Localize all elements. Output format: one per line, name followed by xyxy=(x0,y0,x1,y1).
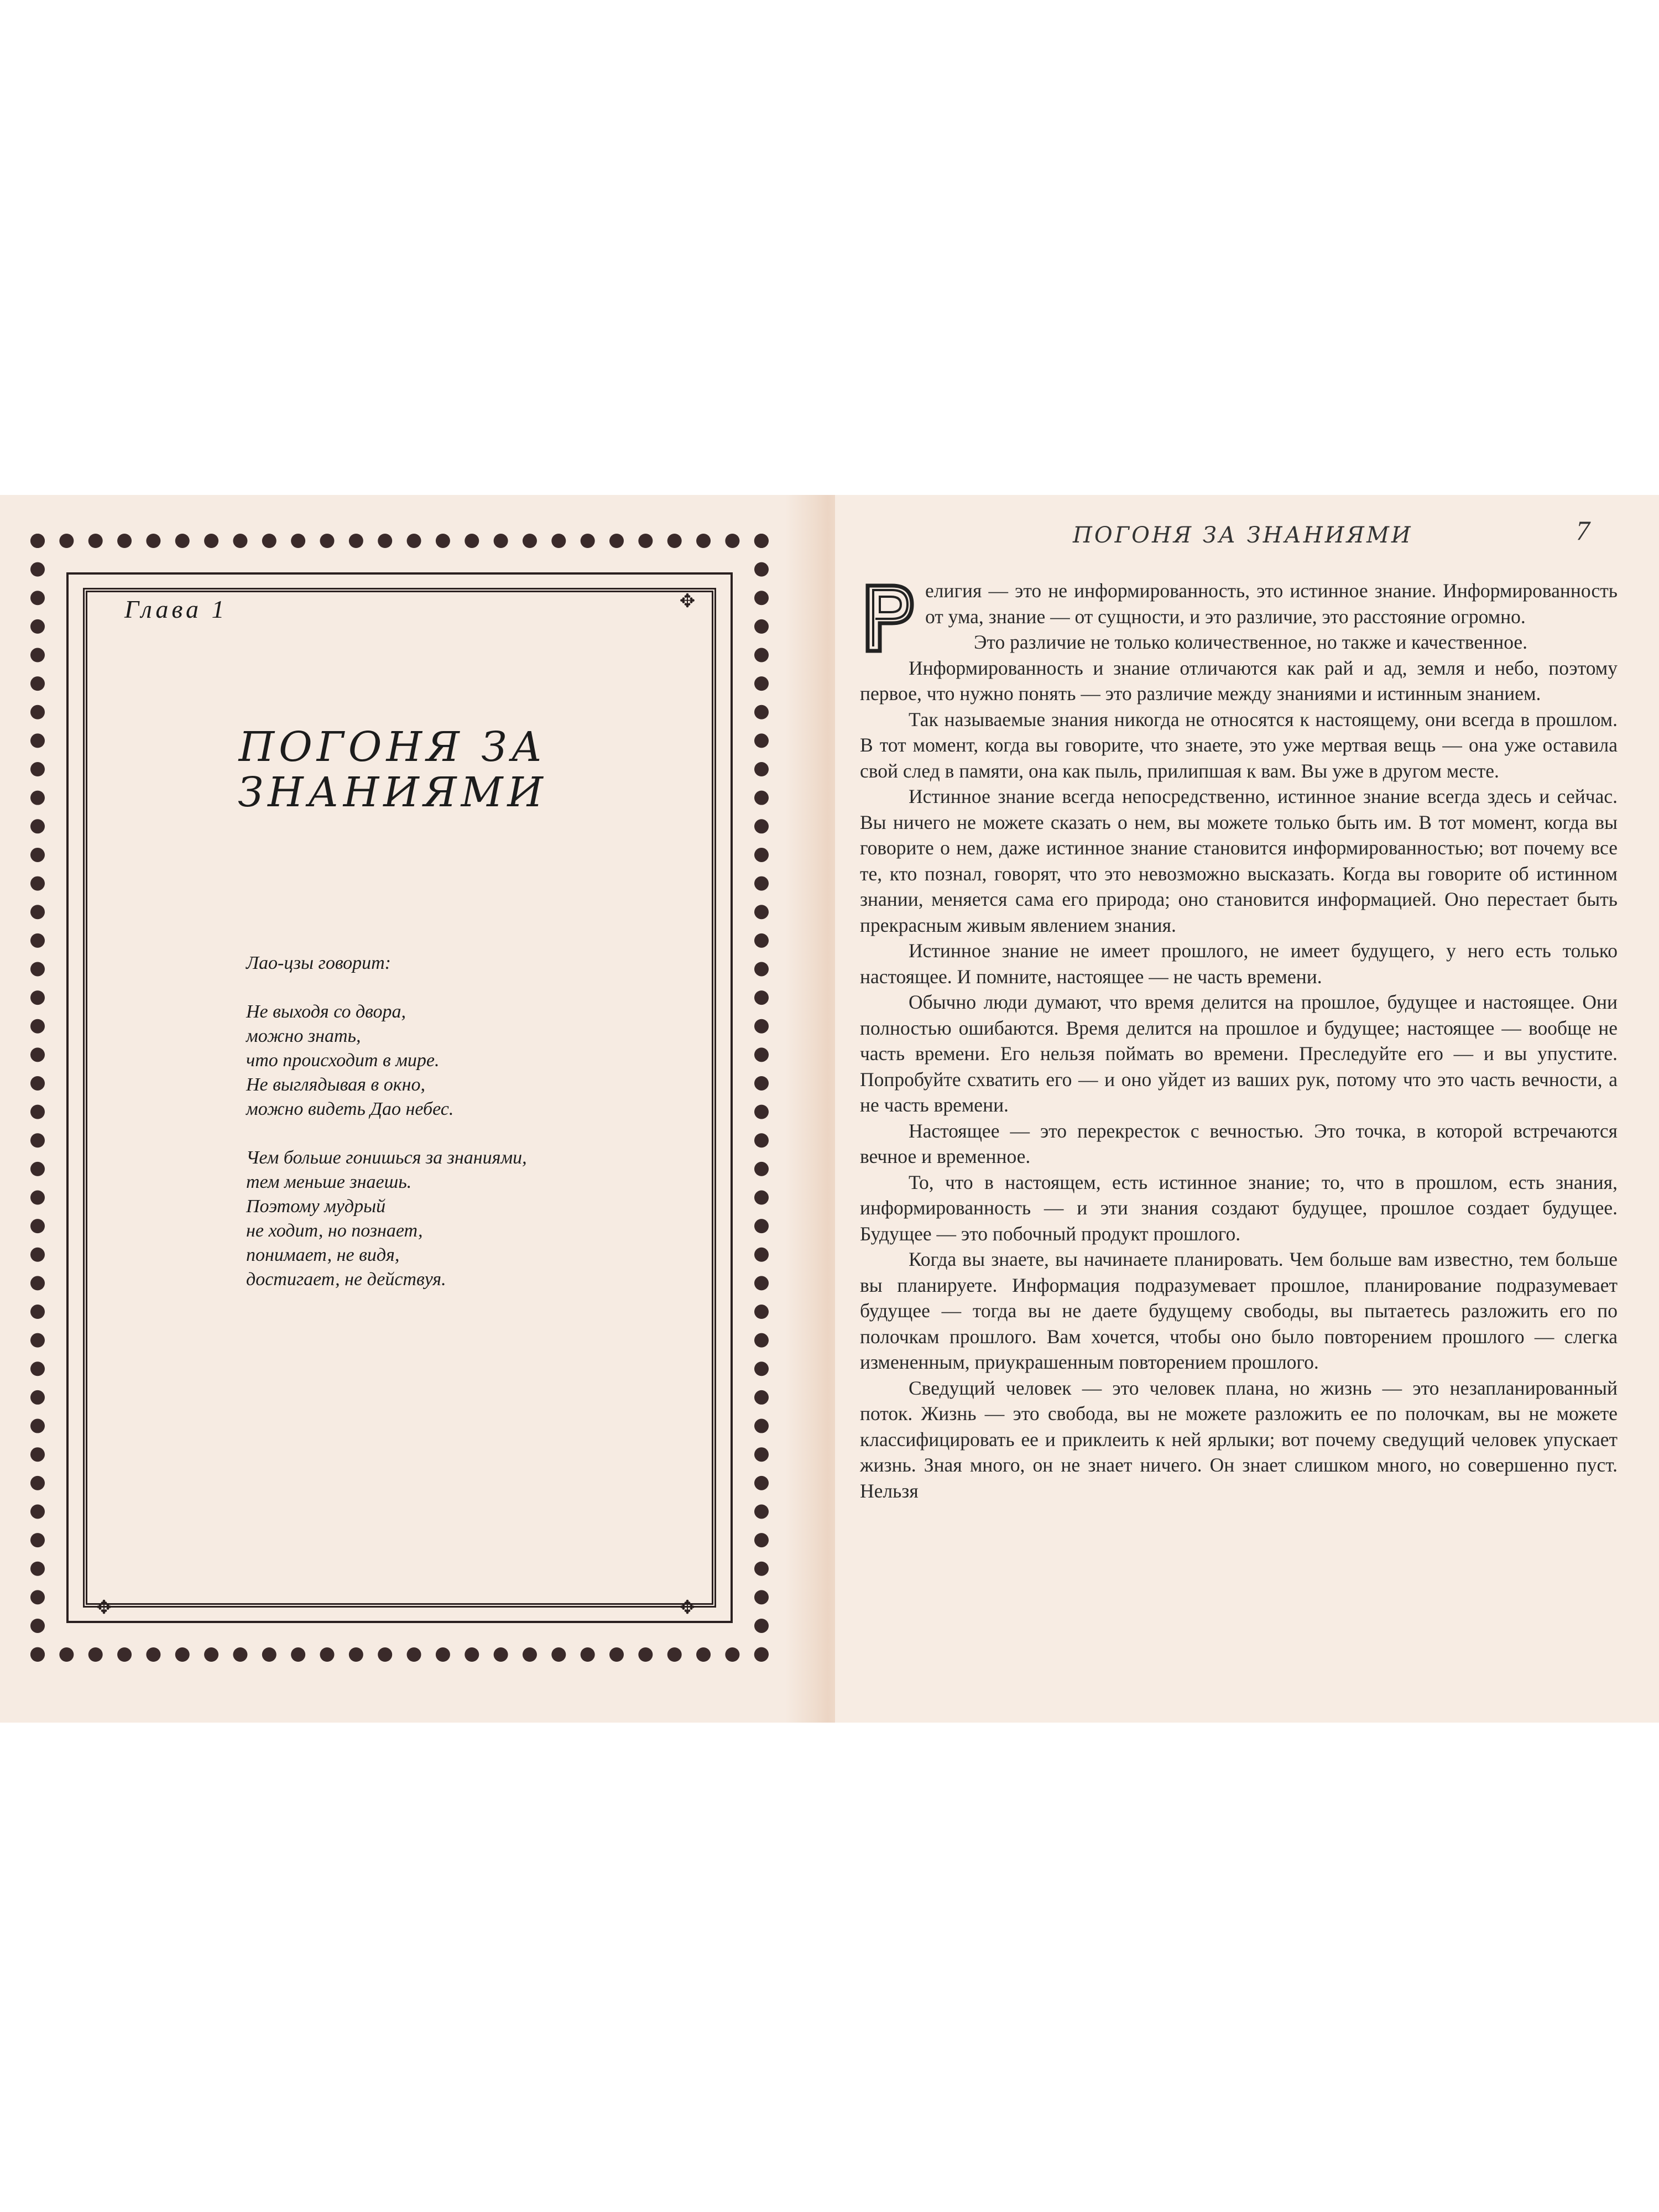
page-number: 7 xyxy=(1576,515,1590,546)
verse-stanza xyxy=(246,1146,688,1292)
paragraph: Обычно люди думают, что время делится на прошлое, будущее и настоящее. Они полностью ошибаются. Время делится на прошлое и будущее; настоящее — вообще не часть времени. Его нельзя поймать во времени. Преследуйте его — и вы упустите. Попробуйте схватить его — и оно уйдет из ваших рук, потому что это часть вечности, а не часть времени. xyxy=(860,991,1618,1116)
corner-flourish-icon: ✥ xyxy=(679,1598,696,1618)
verse-line: что происходит в мире. xyxy=(246,1050,440,1071)
body-text xyxy=(860,578,1618,1504)
chapter-title-line: ЗНАНИЯМИ xyxy=(238,769,547,816)
chapter-title-line: ПОГОНЯ ЗА xyxy=(238,723,547,771)
drop-cap-letter xyxy=(860,580,917,653)
paragraph: Настоящее — это перекресток с вечностью. Это точка, в которой встречаются вечное и временное. xyxy=(860,1119,1618,1167)
corner-flourish-icon: ✥ xyxy=(96,1598,112,1618)
corner-flourish-icon: ✥ xyxy=(679,591,696,612)
verse-line: достигает, не действуя. xyxy=(246,1269,446,1290)
paragraph: Истинное знание всегда непосредственно, истинное знание всегда здесь и сейчас. Вы ничего не можете сказать о нем, вы можете только быть им. В тот момент, когда вы говорите о нем, даже истинное знание становится информированностью; вот почему все те, кто познал, говорят, что это невозможно высказать. Когда вы говорите об истинном знании, меняется сама его природа; оно становится информацией. Оно перестает быть прекрасным живым явлением знания. xyxy=(860,785,1618,936)
paragraph: Когда вы знаете, вы начинаете планировать. Чем больше вам известно, тем больше вы планируете. Информация подразумевает прошлое, планирование подразумевает будущее — тогда вы не даете будущему свободы, вы пытаетесь разложить его по полочкам прошлого. Вам хочется, чтобы оно было повторением прошлого — слегка измененным, приукрашенным повторением прошлого. xyxy=(860,1248,1618,1373)
verse-line: можно знать, xyxy=(246,1026,361,1046)
running-head: ПОГОНЯ ЗА ЗНАНИЯМИ xyxy=(1073,523,1413,548)
paragraph: Это различие не только количественное, но также и качественное. xyxy=(974,631,1528,653)
verse-line: Чем больше гонишься за знаниями, xyxy=(246,1147,527,1168)
paragraph: Сведущий человек — это человек плана, но жизнь — это незапланированный поток. Жизнь — это свобода, вы не можете разложить ее по полочкам, вы не можете классифицировать ее и приклеить к ней ярлыки; вот почему сведущий человек упускает жизнь. Зная много, он не знает ничего. Он знает слишком много, но совершенно пуст. Нельзя xyxy=(860,1376,1618,1502)
verse-stanza xyxy=(246,1000,688,1121)
paragraph: Так называемые знания никогда не относятся к настоящему, они всегда в прошлом. В тот момент, когда вы говорите, что знаете, это уже мертвая вещь — она уже оставила свой след в памяти, она как пыль, прилипшая к вам. Вы уже в другом месте. xyxy=(860,708,1618,782)
paragraph-text: елигия — это не информированность, это истинное знание. Информированность от ума, знание — от сущности, и это различие, это расстояние огромно. xyxy=(925,580,1618,628)
paragraph: Информированность и знание отличаются как рай и ад, земля и небо, поэтому первое, что нужно понять — это различие между знаниями и истинным знанием. xyxy=(860,656,1618,705)
verse-line: Не выглядывая в окно, xyxy=(246,1074,425,1095)
chapter-title xyxy=(238,724,547,815)
paragraph: То, что в настоящем, есть истинное знание; то, что в прошлом, есть знания, информированность — и эти знания создают будущее, прошлое создает будущее. Будущее — это побочный продукт прошлого. xyxy=(860,1171,1618,1245)
paragraph xyxy=(860,578,1618,641)
verse-line: не ходит, но познает, xyxy=(246,1220,423,1241)
verse-line: тем меньше знаешь. xyxy=(246,1172,412,1192)
verse-line: Поэтому мудрый xyxy=(246,1196,386,1217)
epigraph-verse xyxy=(246,951,688,1316)
verse-line: можно видеть Дао небес. xyxy=(246,1099,454,1119)
verse-line: Не выходя со двора, xyxy=(246,1001,406,1022)
epigraph-intro: Лао-цзы говорит: xyxy=(246,953,392,973)
chapter-label: Глава 1 xyxy=(124,595,228,623)
paragraph: Истинное знание не имеет прошлого, не имеет будущего, у него есть только настоящее. И помните, настоящее — не часть времени. xyxy=(860,940,1618,988)
verse-line: понимает, не видя, xyxy=(246,1245,400,1265)
